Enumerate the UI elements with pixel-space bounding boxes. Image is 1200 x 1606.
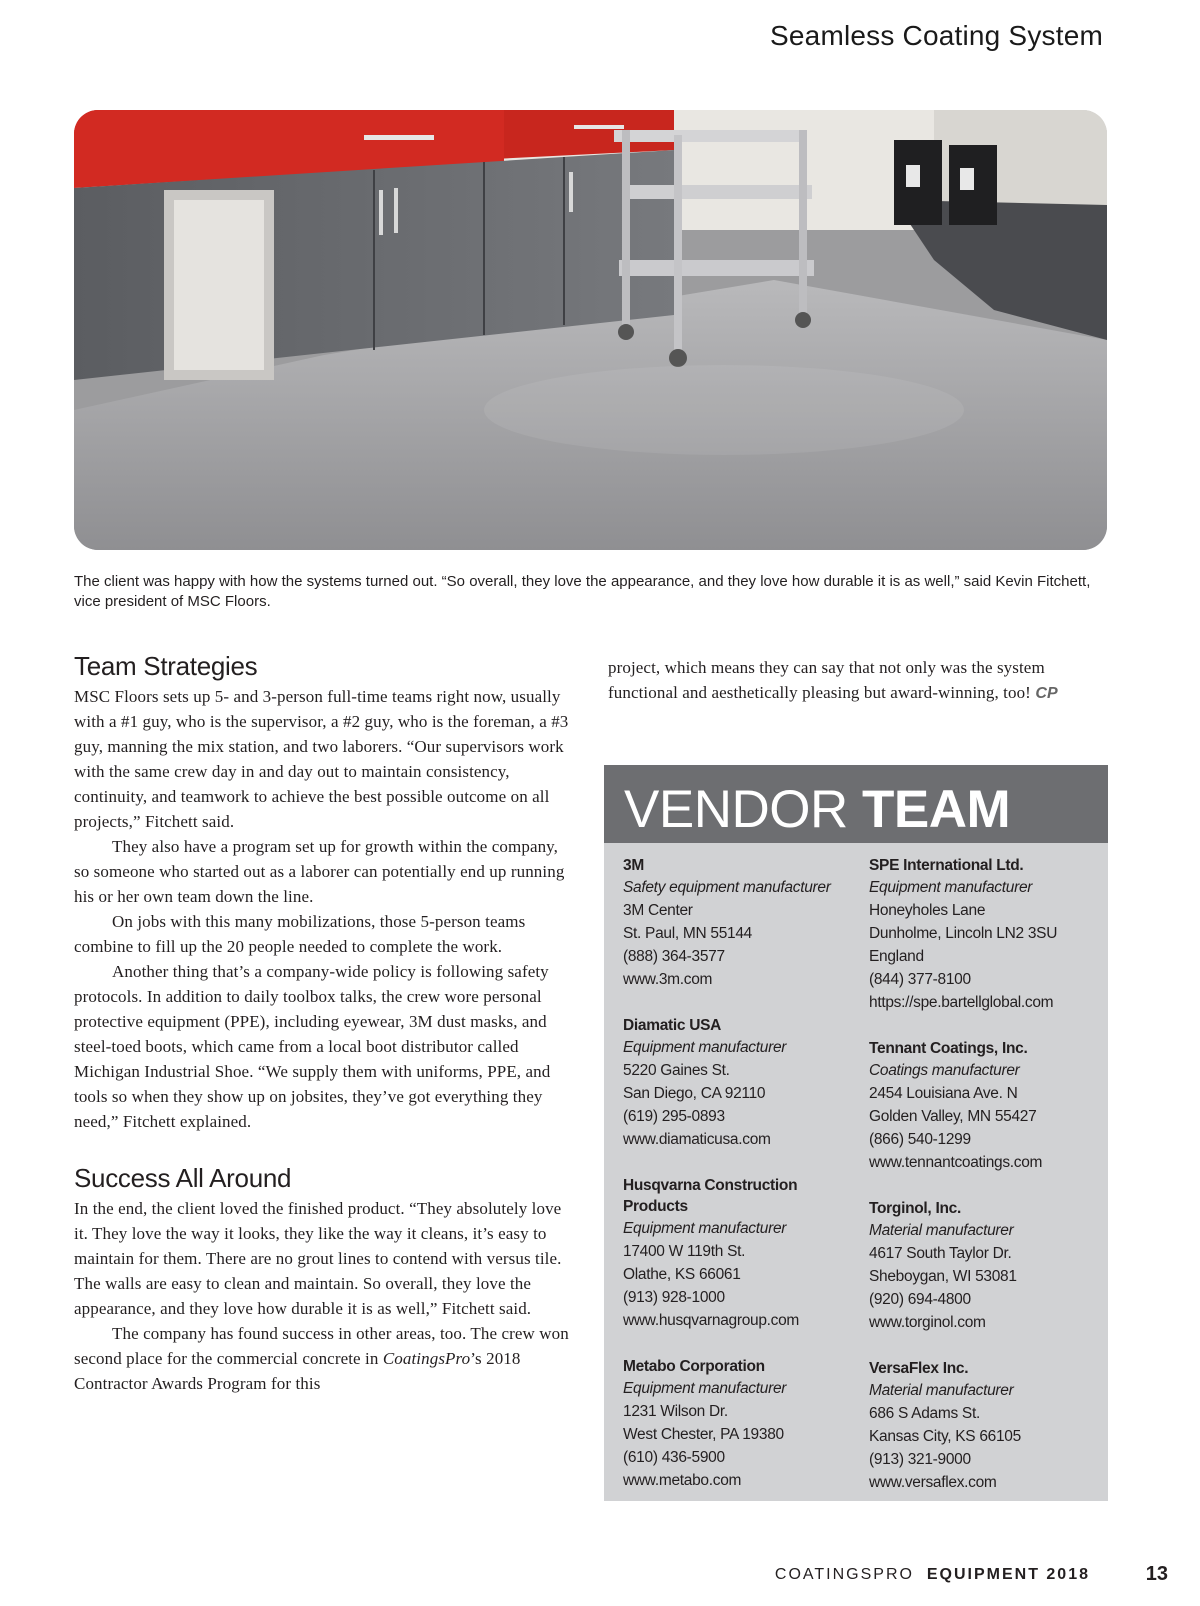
- vendor-detail: West Chester, PA 19380: [623, 1426, 784, 1443]
- vendor-detail: Golden Valley, MN 55427: [869, 1108, 1037, 1125]
- vendor-detail: (920) 694-4800: [869, 1291, 971, 1308]
- vendor-team-box: [604, 765, 1108, 1501]
- vendor-heading-light: VENDOR: [624, 780, 848, 839]
- vendor-detail: England: [869, 948, 924, 965]
- vendor-detail: San Diego, CA 92110: [623, 1085, 766, 1102]
- vendor-website[interactable]: www.versaflex.com: [869, 1474, 997, 1491]
- section-heading-success: Success All Around: [74, 1163, 292, 1193]
- vendor-website[interactable]: https://spe.bartellglobal.com: [869, 994, 1054, 1011]
- vendor-heading-bold: TEAM: [862, 780, 1011, 839]
- vendor-detail: Dunholme, Lincoln LN2 3SU: [869, 925, 1058, 942]
- paragraph: On jobs with this many mobilizations, those 5-person teams combine to fill up the 20 people needed to complete the work.: [74, 912, 526, 956]
- vendor-name: VersaFlex Inc.: [869, 1360, 969, 1377]
- vendor-team-heading: [604, 765, 1108, 843]
- vendor-entry: [869, 855, 1109, 1014]
- paragraph-continued: [608, 655, 1108, 706]
- vendor-detail: 686 S Adams St.: [869, 1405, 980, 1422]
- paragraph: MSC Floors sets up 5- and 3-person full-time teams right now, usually with a #1 guy, who is the supervisor, a #2 guy, who is the foreman, a #3 guy, manning the mix station, and two laborers. “Our supervisors work with the same crew day in and day out to maintain consistency, continuity, and teamwork to achieve the best possible outcome on all projects,” Fitchett said.: [74, 687, 569, 831]
- vendor-entry: [623, 1175, 863, 1332]
- magazine-name: CoatingsPro: [382, 1349, 471, 1368]
- vendor-detail: (866) 540-1299: [869, 1131, 971, 1148]
- vendor-name: Husqvarna Construction Products: [623, 1177, 798, 1215]
- article-right-column: [608, 655, 1108, 706]
- vendor-entry: [623, 855, 863, 991]
- coated-floor-photo: [74, 110, 1107, 550]
- issue-name: EQUIPMENT 2018: [926, 1566, 1090, 1583]
- vendor-detail: 1231 Wilson Dr.: [623, 1403, 728, 1420]
- magazine-name-pro: PRO: [873, 1566, 914, 1583]
- vendor-entry: [869, 1198, 1109, 1334]
- vendor-entry: [869, 1038, 1109, 1174]
- vendor-name: 3M: [623, 857, 644, 874]
- paragraph: Another thing that’s a company-wide policy is following safety protocols. In addition to daily toolbox talks, the crew wore personal protective equipment (PPE), including eyewear, 3M dust masks, and steel-toed boots, which came from a local boot distributor called Michigan Industrial Shoe. “We supply them with uniforms, PPE, and tools so when they show up on jobsites, they’ve got everything they need,” Fitchett explained.: [74, 962, 551, 1131]
- vendor-detail: 4617 South Taylor Dr.: [869, 1245, 1012, 1262]
- vendor-entry: [869, 1358, 1109, 1494]
- vendor-name: Tennant Coatings, Inc.: [869, 1040, 1028, 1057]
- vendor-detail: 2454 Louisiana Ave. N: [869, 1085, 1018, 1102]
- vendor-detail: Honeyholes Lane: [869, 902, 986, 919]
- vendor-detail: (844) 377-8100: [869, 971, 971, 988]
- vendor-website[interactable]: www.torginol.com: [869, 1314, 986, 1331]
- vendor-detail: (913) 928-1000: [623, 1289, 725, 1306]
- vendor-role: Material manufacturer: [869, 1382, 1014, 1399]
- page-number: 13: [1145, 1563, 1168, 1585]
- vendor-name: Metabo Corporation: [623, 1358, 765, 1375]
- vendor-detail: (619) 295-0893: [623, 1108, 725, 1125]
- paragraph-part: project, which means they can say that not only was the system functional and aesthetically pleasing but award-winning, too!: [608, 658, 1045, 702]
- magazine-footer-title: [775, 1566, 1090, 1584]
- vendor-role: Equipment manufacturer: [623, 1380, 787, 1397]
- paragraph: [74, 1321, 574, 1396]
- vendor-detail: 3M Center: [623, 902, 693, 919]
- paragraph: In the end, the client loved the finished product. “They absolutely love it. They love the way it looks, they like the way it cleans, it’s easy to maintain for them. There are no grout lines to contend with versus tile. The walls are easy to clean and maintain. So overall, they love the appearance, and they love how durable it is as well,” Fitchett said.: [74, 1199, 562, 1318]
- vendor-detail: Kansas City, KS 66105: [869, 1428, 1021, 1445]
- vendor-detail: Sheboygan, WI 53081: [869, 1268, 1017, 1285]
- vendor-name: Diamatic USA: [623, 1017, 722, 1034]
- vendor-website[interactable]: www.husqvarnagroup.com: [623, 1312, 800, 1329]
- photo-caption: The client was happy with how the systems turned out. “So overall, they love the appearance, and they love how durable it is as well,” said Kevin Fitchett, vice president of MSC Floors.: [74, 573, 1091, 610]
- vendor-website[interactable]: www.diamaticusa.com: [623, 1131, 771, 1148]
- vendor-detail: 17400 W 119th St.: [623, 1243, 746, 1260]
- vendor-name: SPE International Ltd.: [869, 857, 1024, 874]
- paragraph-part: The company has found success in other areas, too. The crew won second place for the commercial concrete in: [74, 1324, 569, 1368]
- vendor-detail: 5220 Gaines St.: [623, 1062, 730, 1079]
- vendor-role: Equipment manufacturer: [623, 1039, 787, 1056]
- vendor-role: Material manufacturer: [869, 1222, 1014, 1239]
- magazine-name-light: COATINGS: [774, 1566, 874, 1583]
- vendor-detail: (610) 436-5900: [623, 1449, 725, 1466]
- paragraph: They also have a program set up for growth within the company, so someone who started out as a laborer can potentially end up running his or her own team down the line.: [74, 837, 565, 906]
- vendor-role: Equipment manufacturer: [869, 879, 1033, 896]
- vendor-role: Equipment manufacturer: [623, 1220, 787, 1237]
- vendor-detail: (888) 364-3577: [623, 948, 725, 965]
- vendor-website[interactable]: www.metabo.com: [623, 1472, 742, 1489]
- vendor-website[interactable]: www.3m.com: [623, 971, 713, 988]
- vendor-entry: [623, 1356, 863, 1492]
- end-mark: CP: [1035, 685, 1058, 702]
- article-left-column: [74, 650, 574, 1396]
- photo-illustration: [74, 110, 1107, 550]
- vendor-role: Safety equipment manufacturer: [623, 879, 831, 896]
- vendor-detail: Olathe, KS 66061: [623, 1266, 741, 1283]
- vendor-detail: (913) 321-9000: [869, 1451, 971, 1468]
- vendor-entry: [623, 1015, 863, 1151]
- vendor-name: Torginol, Inc.: [869, 1200, 961, 1217]
- vendor-column-right: [869, 855, 1109, 1518]
- vendor-detail: St. Paul, MN 55144: [623, 925, 753, 942]
- vendor-role: Coatings manufacturer: [869, 1062, 1020, 1079]
- vendor-column-left: [623, 855, 863, 1516]
- running-header-title: Seamless Coating System: [770, 20, 1103, 51]
- paragraph-part: ’s 2018 Contractor Awards Program for this: [74, 1349, 521, 1393]
- vendor-website[interactable]: www.tennantcoatings.com: [869, 1154, 1043, 1171]
- section-heading-team: Team Strategies: [74, 651, 258, 681]
